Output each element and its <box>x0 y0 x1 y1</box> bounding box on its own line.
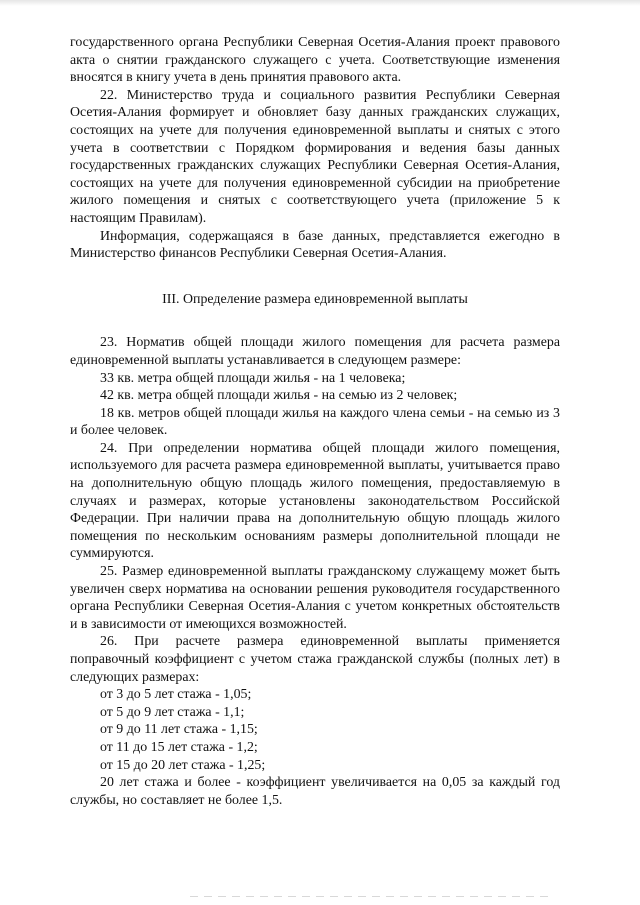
list-item: от 5 до 9 лет стажа - 1,1; <box>100 704 245 720</box>
paragraph-26-last: 20 лет стажа и более - коэффициент увеличивается на 0,05 за каждый год службы, но составляет не более 1,5. <box>70 775 560 808</box>
paragraph-23: 23. Норматив общей площади жилого помещения для расчета размера единовременной выплаты устанавливается в следующем размере: <box>70 335 560 368</box>
section-heading: III. Определение размера единовременной выплаты <box>162 291 468 307</box>
list-item: 42 кв. метра общей площади жилья - на семью из 2 человек; <box>100 388 458 404</box>
paragraph-info: Информация, содержащаяся в базе данных, представляется ежегодно в Министерство финансов Республики Северная Осетия-Алания. <box>70 228 560 262</box>
paragraph-continuation: государственного органа Республики Северная Осетия-Алания проект правового акта о снятии гражданского служащего с учета. Соответствующие изменения вносятся в книгу учета в день принятия правового акта. <box>70 35 560 86</box>
scan-edge-bottom <box>190 896 550 897</box>
list-item: от 9 до 11 лет стажа - 1,15; <box>100 722 258 738</box>
list-item: от 15 до 20 лет стажа - 1,25; <box>100 757 266 773</box>
paragraph-25: 25. Размер единовременной выплаты гражданскому служащему может быть увеличен сверх норматива на основании решения руководителя государственного органа Республики Северная Осетия-Алания с учетом конкретных обстоятельств и в зависимости от имеющихся возможностей. <box>70 564 560 632</box>
paragraph-24: 24. При определении норматива общей площади жилого помещения, используемого для расчета размера единовременной выплаты, учитывается право на дополнительную общую площадь жилого помещения, предоставляемую в случаях и размерах, которые установлены законодательством Российской Федерации. При наличии права на дополнительную общую площадь жилого помещения по нескольким основаниям размеры дополнительной площади не суммируются. <box>70 440 560 562</box>
paragraph-22: 22. Министерство труда и социального развития Республики Северная Осетия-Алания формирует и обновляет базу данных гражданских служащих, состоящих на учете для получения единовременной выплаты и снятых с этого учета в соответствии с Порядком формирования и ведения базы данных государственных гражданских служащих Республики Северная Осетия-Алания, состоящих на учете для получения единовременной субсидии на приобретение жилого помещения и снятых с соответствующего учета (приложение 5 к настоящим Правилам). <box>70 87 560 226</box>
list-item: 33 кв. метра общей площади жилья - на 1 человека; <box>100 370 406 386</box>
list-item: от 3 до 5 лет стажа - 1,05; <box>100 687 252 703</box>
list-item: от 11 до 15 лет стажа - 1,2; <box>100 739 258 755</box>
paragraph-26: 26. При расчете размера единовременной выплаты применяется поправочный коэффициент с учетом стажа гражданской службы (полных лет) в следующих размерах: <box>70 634 560 685</box>
paragraph-23-last: 18 кв. метров общей площади жилья на каждого члена семьи - на семью из 3 и более человек. <box>70 405 560 439</box>
scan-edge-top <box>0 0 640 6</box>
